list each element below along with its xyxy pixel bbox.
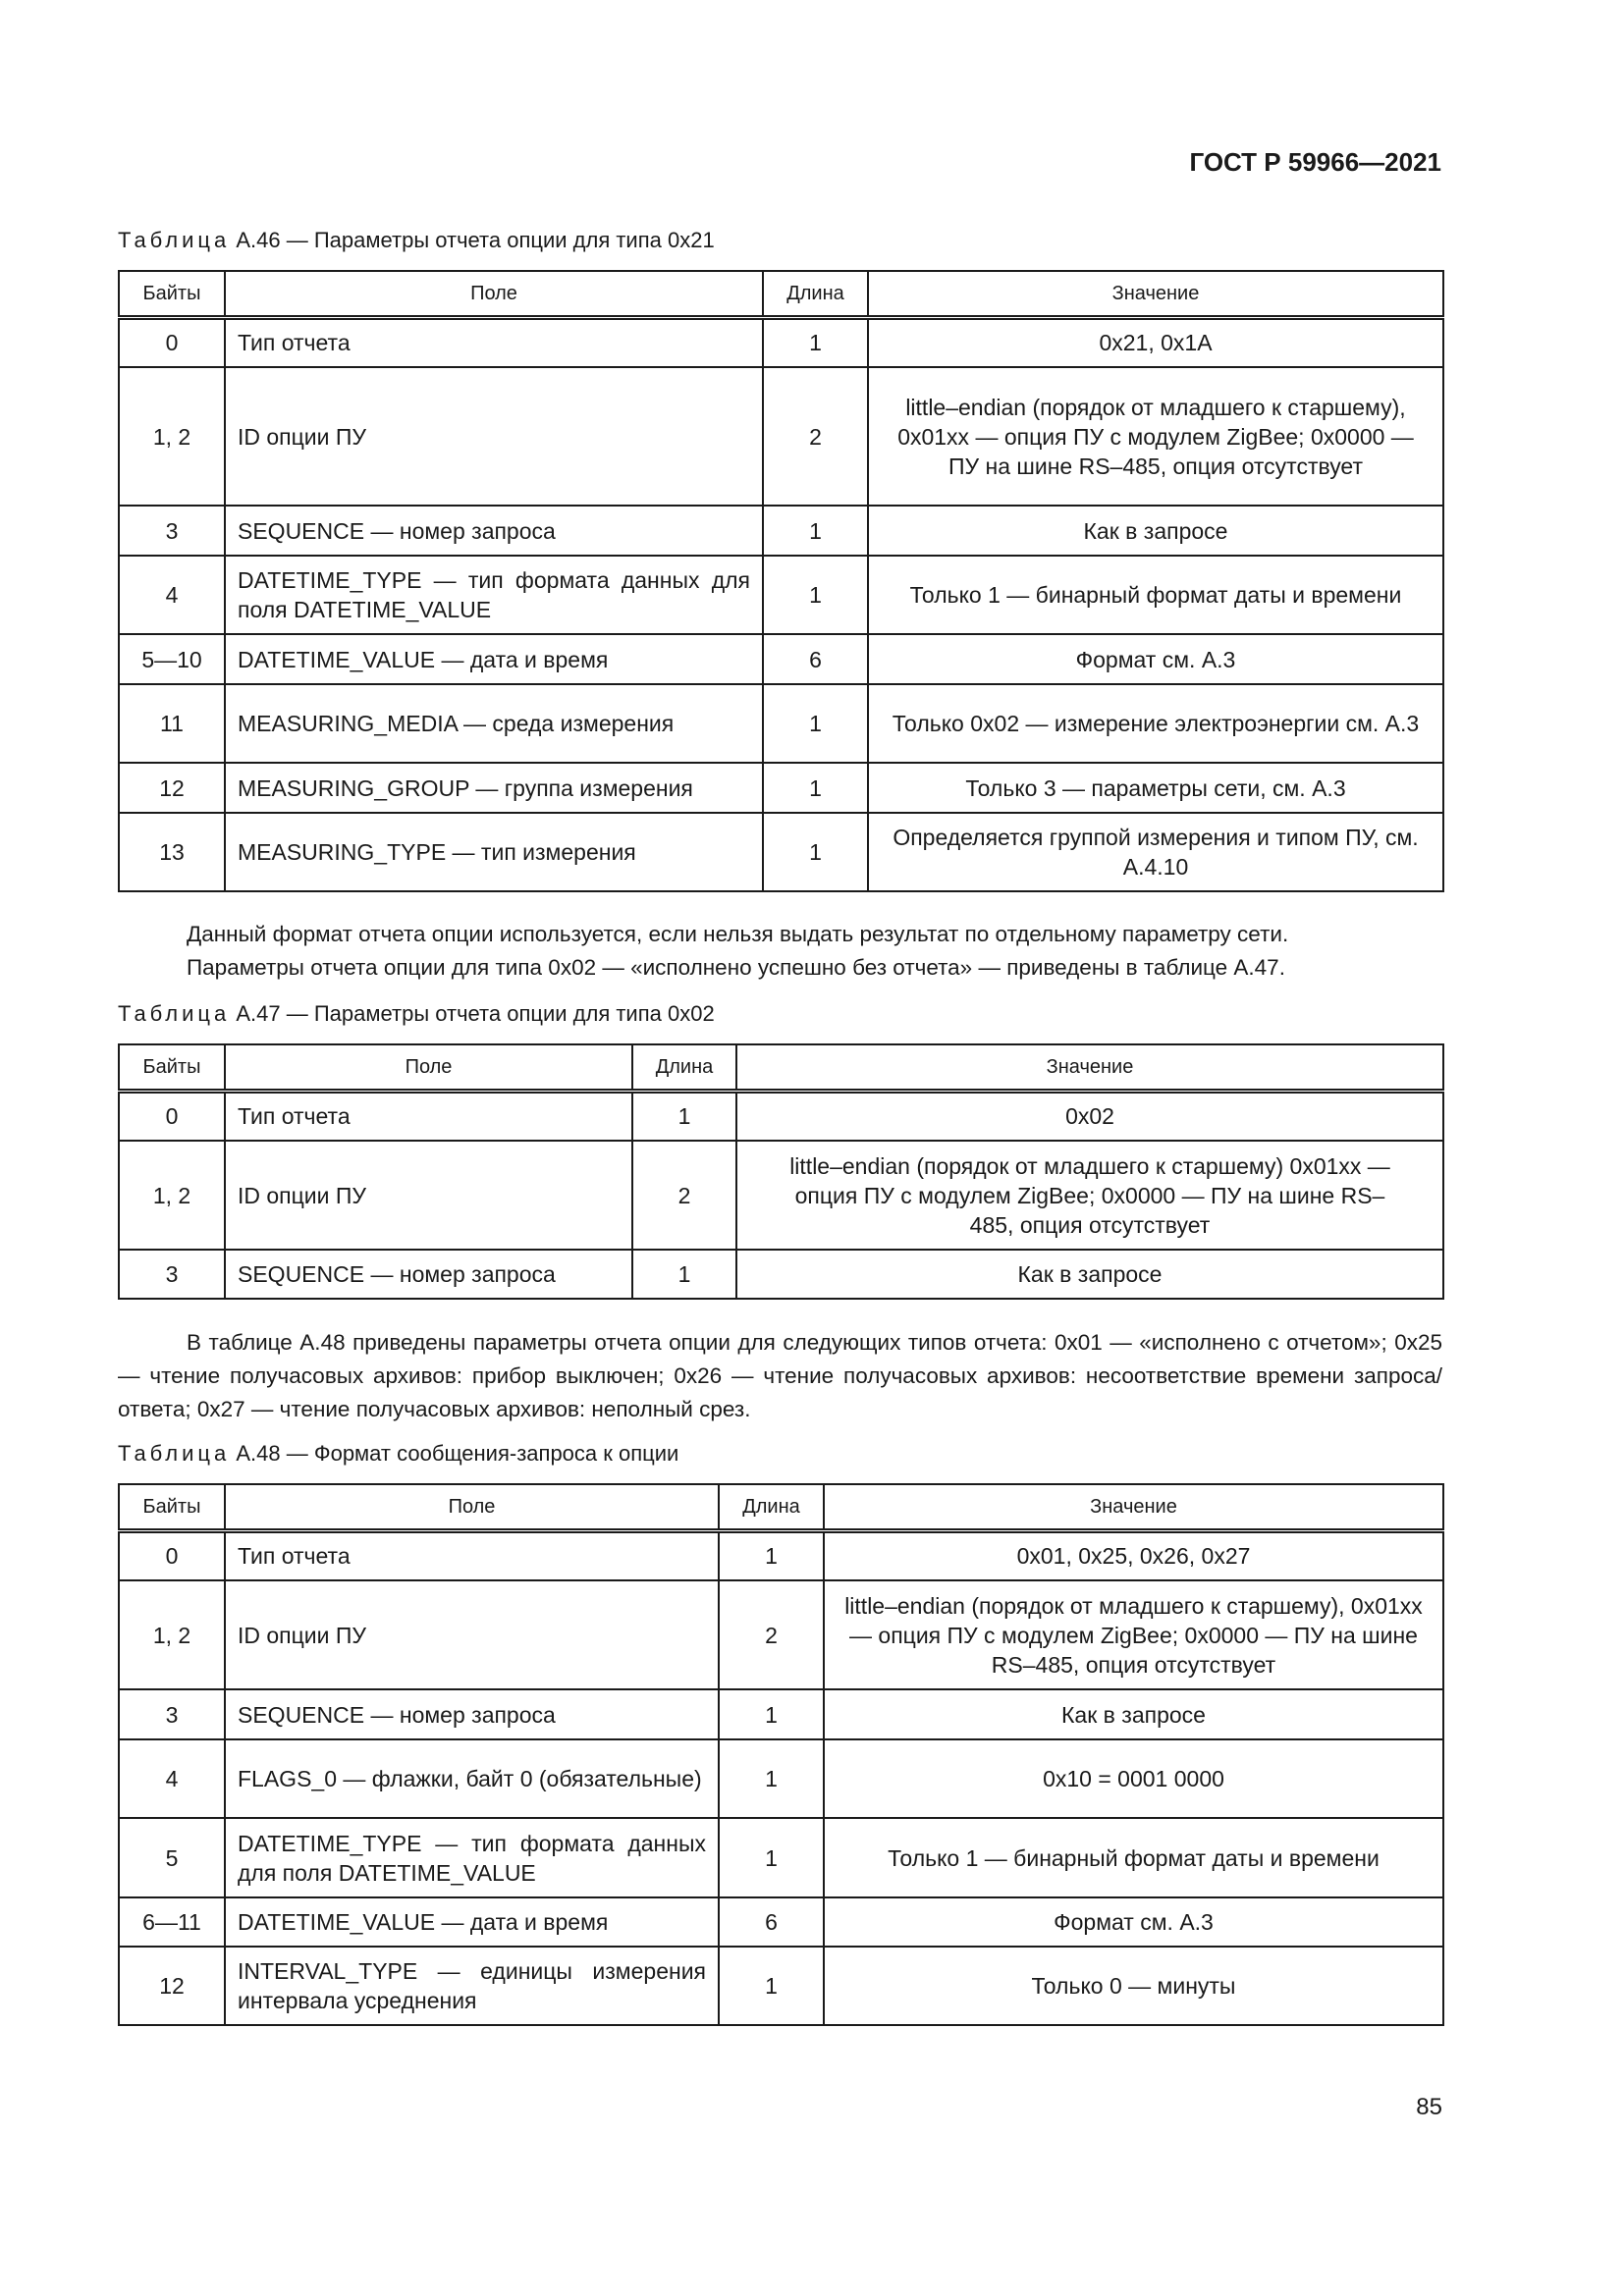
- cell-field: DATETIME_VALUE — дата и время: [225, 634, 763, 684]
- table-row: [119, 367, 1443, 506]
- cell-field: MEASURING_TYPE — тип измерения: [225, 813, 763, 891]
- cell-length: 1: [763, 556, 868, 634]
- cell-length: 1: [763, 763, 868, 813]
- cell-field: DATETIME_TYPE — тип формата данных для поля DATETIME_VALUE: [225, 556, 763, 634]
- cell-bytes: 1, 2: [119, 1580, 225, 1689]
- header-bytes: Байты: [119, 271, 225, 317]
- header-value: Значение: [824, 1484, 1443, 1530]
- cell-length: 1: [763, 317, 868, 367]
- cell-field: SEQUENCE — номер запроса: [225, 1250, 632, 1299]
- table-a48: [118, 1483, 1444, 2026]
- table-row: [119, 813, 1443, 891]
- cell-value: little–endian (порядок от младшего к старшему) 0x01xx — опция ПУ с модулем ZigBee; 0x0000 — ПУ на шине RS–485, опция отсутствует: [736, 1141, 1443, 1250]
- table-row: [119, 1818, 1443, 1897]
- table-row: [119, 1739, 1443, 1818]
- cell-field: SEQUENCE — номер запроса: [225, 506, 763, 556]
- header-length: Длина: [719, 1484, 824, 1530]
- table-a46-caption: Таблица А.46 — Параметры отчета опции для типа 0x21: [118, 228, 715, 252]
- table-row: [119, 317, 1443, 367]
- header-field: Поле: [225, 271, 763, 317]
- cell-bytes: 0: [119, 1091, 225, 1141]
- header-value: Значение: [868, 271, 1443, 317]
- cell-field: Тип отчета: [225, 1091, 632, 1141]
- cell-value: Только 0x02 — измерение электроэнергии см. А.3: [868, 684, 1443, 763]
- cell-value: Только 0 — минуты: [824, 1947, 1443, 2025]
- table-row: [119, 1141, 1443, 1250]
- cell-length: 1: [719, 1689, 824, 1739]
- table-header-row: [119, 271, 1443, 317]
- cell-bytes: 1, 2: [119, 367, 225, 506]
- cell-bytes: 4: [119, 556, 225, 634]
- cell-length: 1: [719, 1818, 824, 1897]
- cell-length: 2: [632, 1141, 736, 1250]
- table-a46: [118, 270, 1444, 892]
- cell-length: 1: [719, 1530, 824, 1580]
- cell-field: ID опции ПУ: [225, 1580, 719, 1689]
- cell-length: 1: [763, 684, 868, 763]
- cell-bytes: 0: [119, 317, 225, 367]
- cell-bytes: 3: [119, 506, 225, 556]
- cell-bytes: 6—11: [119, 1897, 225, 1947]
- paragraph-text: В таблице А.48 приведены параметры отчета опции для следующих типов отчета: 0x01 — «исполнено с отчетом»; 0x25 — чтение получасовых архивов: прибор выключен; 0x26 — чтение получасовых архивов: несоответствие времени запроса/ответа; 0x27 — чтение получасовых архивов: неполный срез.: [118, 1330, 1442, 1421]
- document-number: ГОСТ Р 59966—2021: [1189, 147, 1441, 177]
- table-row: [119, 684, 1443, 763]
- cell-value: Формат см. А.3: [824, 1897, 1443, 1947]
- header-length: Длина: [632, 1044, 736, 1091]
- cell-length: 6: [719, 1897, 824, 1947]
- cell-bytes: 4: [119, 1739, 225, 1818]
- cell-value: 0x02: [736, 1091, 1443, 1141]
- cell-bytes: 3: [119, 1689, 225, 1739]
- cell-length: 1: [719, 1947, 824, 2025]
- cell-field: ID опции ПУ: [225, 1141, 632, 1250]
- cell-field: Тип отчета: [225, 1530, 719, 1580]
- cell-bytes: 11: [119, 684, 225, 763]
- header-field: Поле: [225, 1044, 632, 1091]
- table-row: [119, 1580, 1443, 1689]
- cell-value: Формат см. А.3: [868, 634, 1443, 684]
- cell-field: INTERVAL_TYPE — единицы измерения интервала усреднения: [225, 1947, 719, 2025]
- cell-value: Только 1 — бинарный формат даты и времени: [868, 556, 1443, 634]
- cell-length: 1: [763, 506, 868, 556]
- page-number: 85: [1416, 2094, 1442, 2120]
- header-bytes: Байты: [119, 1484, 225, 1530]
- cell-value: little–endian (порядок от младшего к старшему), 0x01xx — опция ПУ с модулем ZigBee; 0x0000 — ПУ на шине RS–485, опция отсутствует: [824, 1580, 1443, 1689]
- cell-length: 2: [719, 1580, 824, 1689]
- cell-value: Как в запросе: [736, 1250, 1443, 1299]
- cell-value: little–endian (порядок от младшего к старшему), 0x01xx — опция ПУ с модулем ZigBee; 0x0000 — ПУ на шине RS–485, опция отсутствует: [868, 367, 1443, 506]
- cell-value: Как в запросе: [868, 506, 1443, 556]
- cell-bytes: 1, 2: [119, 1141, 225, 1250]
- cell-value: Как в запросе: [824, 1689, 1443, 1739]
- cell-field: MEASURING_MEDIA — среда измерения: [225, 684, 763, 763]
- cell-field: MEASURING_GROUP — группа измерения: [225, 763, 763, 813]
- table-row: [119, 1947, 1443, 2025]
- header-value: Значение: [736, 1044, 1443, 1091]
- cell-length: 2: [763, 367, 868, 506]
- cell-bytes: 5: [119, 1818, 225, 1897]
- table-row: [119, 1250, 1443, 1299]
- table-row: [119, 556, 1443, 634]
- cell-length: 1: [763, 813, 868, 891]
- header-bytes: Байты: [119, 1044, 225, 1091]
- cell-bytes: 0: [119, 1530, 225, 1580]
- table-header-row: [119, 1044, 1443, 1091]
- table-row: [119, 1530, 1443, 1580]
- cell-bytes: 3: [119, 1250, 225, 1299]
- cell-value: 0x10 = 0001 0000: [824, 1739, 1443, 1818]
- cell-length: 1: [632, 1091, 736, 1141]
- cell-value: Только 3 — параметры сети, см. А.3: [868, 763, 1443, 813]
- cell-bytes: 5—10: [119, 634, 225, 684]
- cell-field: FLAGS_0 — флажки, байт 0 (обязательные): [225, 1739, 719, 1818]
- cell-length: 6: [763, 634, 868, 684]
- paragraph-2: [118, 1326, 1442, 1426]
- cell-value: 0x21, 0x1A: [868, 317, 1443, 367]
- table-row: [119, 1897, 1443, 1947]
- cell-value: 0x01, 0x25, 0x26, 0x27: [824, 1530, 1443, 1580]
- cell-value: Только 1 — бинарный формат даты и времени: [824, 1818, 1443, 1897]
- table-row: [119, 634, 1443, 684]
- cell-field: DATETIME_VALUE — дата и время: [225, 1897, 719, 1947]
- cell-length: 1: [719, 1739, 824, 1818]
- table-row: [119, 1091, 1443, 1141]
- cell-field: Тип отчета: [225, 317, 763, 367]
- cell-bytes: 13: [119, 813, 225, 891]
- cell-field: SEQUENCE — номер запроса: [225, 1689, 719, 1739]
- header-field: Поле: [225, 1484, 719, 1530]
- cell-length: 1: [632, 1250, 736, 1299]
- cell-field: DATETIME_TYPE — тип формата данных для поля DATETIME_VALUE: [225, 1818, 719, 1897]
- cell-bytes: 12: [119, 1947, 225, 2025]
- cell-bytes: 12: [119, 763, 225, 813]
- table-a47-caption: Таблица А.47 — Параметры отчета опции для типа 0x02: [118, 1001, 715, 1026]
- table-header-row: [119, 1484, 1443, 1530]
- paragraph-line: Данный формат отчета опции используется, если нельзя выдать результат по отдельному параметру сети.: [187, 922, 1289, 946]
- table-row: [119, 763, 1443, 813]
- paragraph-line: Параметры отчета опции для типа 0x02 — «исполнено успешно без отчета» — приведены в таблице А.47.: [187, 955, 1285, 980]
- table-a47: [118, 1043, 1444, 1300]
- header-length: Длина: [763, 271, 868, 317]
- table-row: [119, 1689, 1443, 1739]
- cell-field: ID опции ПУ: [225, 367, 763, 506]
- table-row: [119, 506, 1443, 556]
- paragraph-1: [118, 918, 1442, 985]
- table-a48-caption: Таблица А.48 — Формат сообщения-запроса к опции: [118, 1441, 679, 1466]
- cell-value: Определяется группой измерения и типом ПУ, см. А.4.10: [868, 813, 1443, 891]
